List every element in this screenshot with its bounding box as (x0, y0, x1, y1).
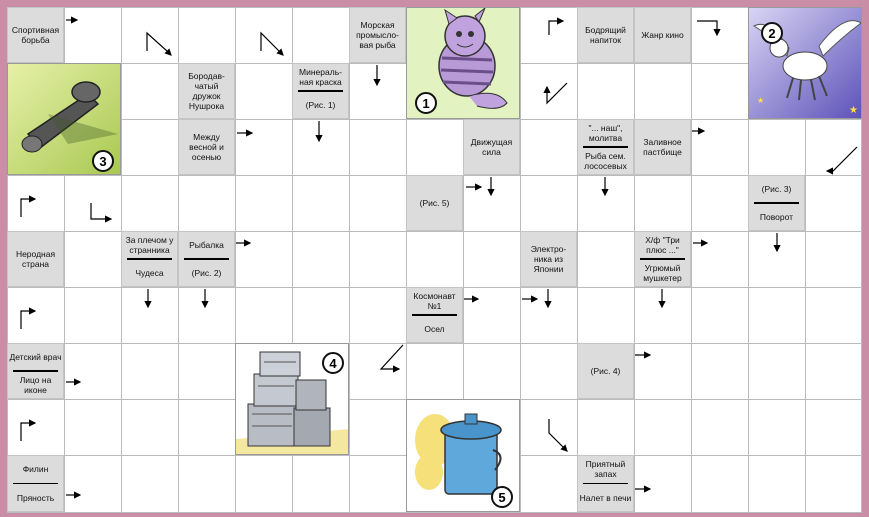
clue-text: "... наш", молитва (588, 123, 623, 144)
clue-text: Чудеса (135, 267, 164, 278)
clue-text: Бодрящий напиток (585, 25, 626, 45)
clue-text: Рыбалка (189, 240, 224, 251)
picture-number: 5 (491, 486, 513, 508)
clue-text: Заливное пастбище (643, 137, 682, 157)
clue-text: Налет в печи (579, 492, 632, 503)
clue-text: Угрюмый мушкетер (643, 262, 682, 283)
picture-number: 1 (415, 92, 437, 114)
clue-text: Пряность (16, 492, 55, 503)
svg-text:★: ★ (849, 105, 858, 116)
clue-text: Космонавт №1 (413, 291, 456, 312)
clue-text: Движущая сила (470, 137, 513, 157)
clue-text: Минераль-ная краска (299, 67, 342, 88)
clue-text: Филин (22, 464, 49, 475)
clue-text: Морская промысло-вая рыба (356, 20, 399, 50)
clue-text: Неродная страна (15, 249, 56, 269)
clue-text: Приятный запах (585, 459, 626, 480)
picture-number: 4 (322, 352, 344, 374)
clue-text: Поворот (759, 211, 794, 222)
clue-text: За плечом у странника (125, 235, 174, 256)
clue-text: Детский врач (9, 352, 62, 363)
clue-text: Бородав-чатый дружок Нушрока (188, 71, 225, 111)
clue-text: (Рис. 1) (305, 99, 336, 110)
clue-text: (Рис. 2) (191, 267, 222, 278)
clue-text: (Рис. 3) (761, 184, 792, 195)
clue-text: Х/ф "Три плюс ..." (645, 235, 680, 256)
clue-text: Рыба сем. лососевых (584, 150, 627, 171)
clue-text: Спортивная борьба (11, 25, 60, 45)
crossword-grid (7, 7, 862, 513)
picture-number: 2 (761, 22, 783, 44)
clue-text: Жанр кино (641, 30, 684, 40)
clue-text: Осел (424, 323, 445, 334)
clue-text: Между весной и осенью (189, 132, 224, 162)
clue-text: Электро-ника из Японии (530, 244, 567, 274)
clue-text: Лицо на иконе (19, 374, 52, 395)
svg-text:★: ★ (757, 96, 765, 105)
clue-arrows (7, 7, 862, 513)
clue-text: (Рис. 4) (590, 366, 621, 376)
clue-text: (Рис. 5) (419, 198, 450, 208)
picture-number: 3 (92, 150, 114, 172)
